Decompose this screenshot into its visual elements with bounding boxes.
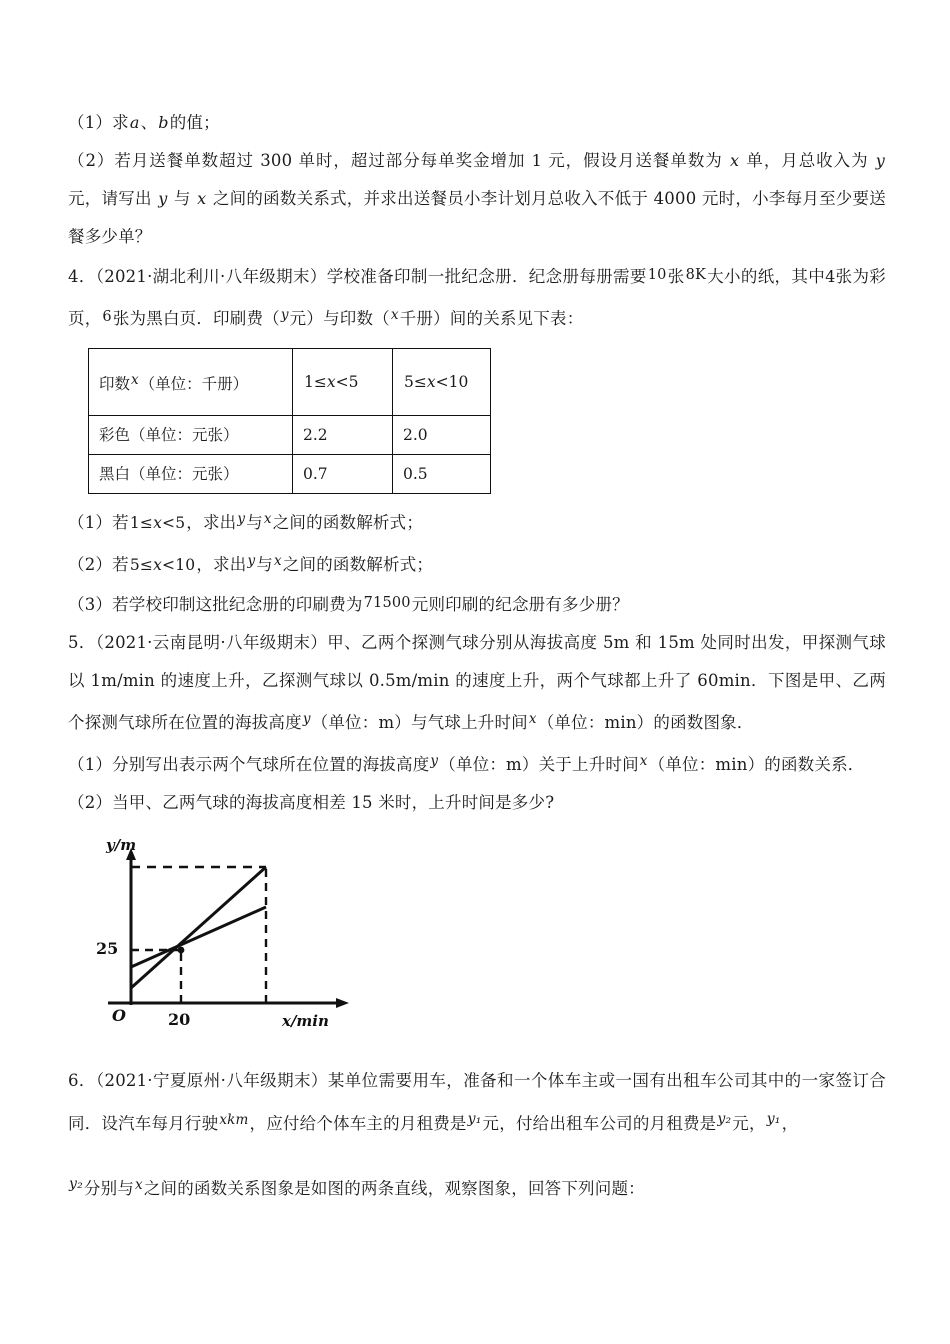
range-1-to-5: 1≤x<5 [304,373,359,391]
item-marker: （3） [68,595,113,614]
range-1-to-5: 1≤x<5 [129,514,186,532]
cell-bw-range1: 0.7 [293,455,393,494]
problem4-q3 [68,584,886,624]
var-y: y [237,511,246,527]
var-a: a [129,113,140,132]
range-5-to-10: 5≤x<10 [404,373,469,391]
chart-svg [86,840,386,1040]
text-segment: （单位：m）关于上升时间 [439,755,639,774]
problem4-q1 [68,500,886,542]
x-axis-arrow [336,998,349,1008]
problem3-item2 [68,142,886,256]
text-segment: 某单位需要用车，准备和一个体车主或一国有出租车公司其中的一家签订合同．设汽车每月行驶 [68,1071,886,1133]
cell-color-range2: 2.0 [393,416,491,455]
table-header-col2 [393,349,491,416]
var-y: y [430,753,439,769]
y-tick-label-25: 25 [96,939,119,958]
text-segment: 之间的函数关系图象是如图的两条直线，观察图象，回答下列问题： [143,1179,645,1198]
var-xkm: xkm [219,1112,249,1128]
text-segment: 之间的函数解析式； [282,555,434,574]
text-segment: 与 [168,189,197,208]
problem6-line2 [68,1165,886,1208]
text-segment: （单位：min）的函数关系． [648,755,865,774]
text-segment: 张为黑白页．印刷费（ [112,309,280,328]
var-x2: x [197,189,207,208]
text-segment: （单位：min）的函数图象． [537,713,754,732]
problem4-q2 [68,542,886,584]
text-segment: 元，请写出 [68,189,158,208]
problem-number: 5． [68,633,96,652]
var-x: x [273,553,282,569]
problem-source: （2021·云南昆明·八年级期末） [95,633,328,652]
item-marker: （2） [68,555,113,574]
number-10: 10 [647,267,667,283]
header-label-suffix: （单位：千册） [139,375,249,393]
var-x: x [131,372,139,388]
text-segment: 元则印刷的纪念册有多少册？ [411,595,629,614]
text-segment: 分别与 [83,1179,135,1198]
item-marker: （1） [68,513,113,532]
number-6: 6 [102,309,112,325]
item-text-tail: 的值； [169,113,220,132]
table-row [89,416,491,455]
text-segment: 元，假设月送餐单数为 [542,151,729,170]
origin-label: O [112,1006,126,1025]
balloon-altitude-chart [86,836,386,1040]
var-y: y [875,151,885,170]
item-marker: （1） [68,113,113,132]
text-segment: 甲、乙两个探测气球分别从海拔高度 5m 和 15m 处同时出发，甲探测气球以 1m/min 的速度上升，乙探测气球以 0.5m/min 的速度上升，两个气球都上升了 60min．下图是甲、乙两个探测气球所在位置的海拔高度 [68,633,886,732]
page-content [68,104,886,1208]
problem5-stem [68,624,886,742]
printing-cost-table [88,348,491,494]
problem5-q2 [68,784,886,822]
cell-bw-range2: 0.5 [393,455,491,494]
var-y: y [247,553,256,569]
var-y: y [302,711,311,727]
problem-source: （2021·宁夏原州·八年级期末） [95,1071,328,1090]
text-segment: 元， [732,1114,766,1133]
var-y2: y [158,189,168,208]
amount-71500: 71500 [363,595,411,611]
text-segment: 之间的函数解析式； [272,513,424,532]
text-segment: 与 [246,513,263,532]
text-segment: （单位：m）与气球上升时间 [311,713,528,732]
var-y2: y₂ [717,1111,732,1127]
number-8k: 8K [685,267,707,283]
separator: 、 [140,113,158,132]
text-segment: 张 [667,267,685,286]
problem6-line1 [68,1062,886,1143]
text-segment: 元）与印数（ [289,309,390,328]
text-segment: 若月送餐单数超过 300 单时，超过部分每单奖金增加 [114,151,532,170]
item-marker: （2） [68,793,113,812]
header-label-prefix: 印数 [99,375,131,393]
problem-number: 6． [68,1071,96,1090]
intersection-point [178,947,185,954]
text-segment: 单，月总收入为 [740,151,875,170]
text-segment: 当甲、乙两气球的海拔高度相差 15 米时，上升时间是多少? [112,793,555,812]
problem4-stem [68,256,886,338]
var-x: x [729,151,740,170]
text-segment: 若 [112,513,129,532]
text-segment: 之间的函数关系式，并求出送餐员小李计划月总收入不低于 4000 元时，小李每月至少要送餐多少单？ [68,189,886,246]
row-label-color: 彩色（单位：元张） [89,416,293,455]
text-segment: 分别写出表示两个气球所在位置的海拔高度 [112,755,430,774]
text-segment: ，求出 [196,555,247,574]
x-axis-label: x/min [282,1012,329,1030]
var-y1b: y₁ [766,1111,781,1127]
var-x: x [639,753,648,769]
text-segment: 学校准备印制一批纪念册．纪念册每册需要 [326,267,647,286]
var-x: x [390,307,399,323]
series-line-yi [131,907,266,967]
text-segment: ，应付给个体车主的月租费是 [249,1114,467,1133]
text-segment: 若 [112,555,129,574]
text-segment: 大小的纸，其中 [707,267,826,286]
text-segment: 若学校印制这批纪念册的印刷费为 [112,595,363,614]
number-one: 1 [531,151,542,170]
item-marker: （2） [68,151,115,170]
series-line-jia [131,867,266,988]
var-y1: y₁ [467,1111,482,1127]
printing-cost-table-wrapper [88,348,886,494]
var-x: x [263,511,272,527]
var-b: b [158,113,169,132]
var-x: x [528,711,537,727]
item-text: 求 [112,113,129,132]
text-segment: 元，付给出租车公司的月租费是 [482,1114,717,1133]
y-axis-label: y/m [106,836,137,854]
table-row [89,455,491,494]
problem-source: （2021·湖北利川·八年级期末） [95,267,327,286]
table-header-label [89,349,293,416]
var-y2b: y₂ [69,1176,83,1192]
text-segment: 与 [256,555,273,574]
item-marker: （1） [68,755,113,774]
var-y: y [280,307,289,323]
problem5-q1 [68,742,886,784]
number-4: 4 [825,267,836,286]
var-x: x [135,1177,143,1193]
text-segment: 千册）间的关系见下表： [399,309,584,328]
row-label-bw: 黑白（单位：元张） [89,455,293,494]
problem3-item1 [68,104,886,142]
table-header-col1 [293,349,393,416]
problem-number: 4． [68,267,96,286]
text-segment: 张为彩页， [68,267,886,328]
text-segment: ，求出 [186,513,237,532]
x-tick-label-20: 20 [168,1010,191,1029]
range-5-to-10: 5≤x<10 [129,556,196,574]
table-header-row [89,349,491,416]
cell-color-range1: 2.2 [293,416,393,455]
text-segment: ， [781,1114,799,1133]
